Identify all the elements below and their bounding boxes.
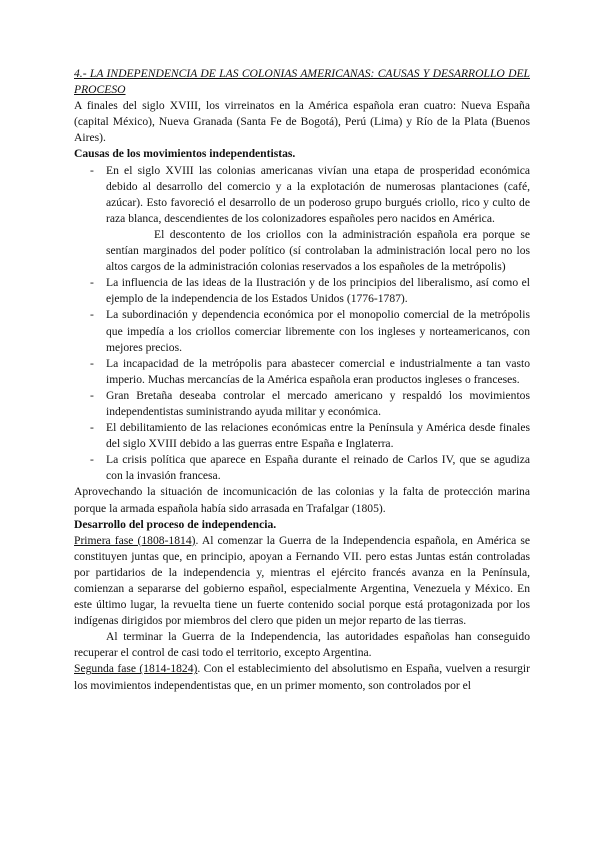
causes-list (74, 163, 530, 227)
criollos-paragraph (74, 227, 530, 275)
cause-item: - La subordinación y dependencia económica por el monopolio comercial de la metrópolis que impedía a los criollos comerciar libremente con los ingleses y norteamericanos, con mejores precios. (74, 307, 530, 355)
cause-item: - El debilitamiento de las relaciones económicas entre la Península y América desde finales del siglo XVIII debido a las guerras entre España e Inglaterra. (74, 420, 530, 452)
cause-item: - La influencia de las ideas de la Ilustración y de los principios del liberalismo, así como el ejemplo de la independencia de los Estados Unidos (1776-1787). (74, 275, 530, 307)
cause-item: - Gran Bretaña deseaba controlar el mercado americano y respaldó los movimientos independentistas suministrando ayuda militar y económica. (74, 388, 530, 420)
causes-list-continued (74, 275, 530, 484)
intro-paragraph: A finales del siglo XVIII, los virreinatos en la América española eran cuatro: Nueva España (capital México), Nueva Granada (Santa Fe de Bogotá), Perú (Lima) y Río de la Plata (Buenos Aires). (74, 99, 530, 145)
phase1-text: . Al comenzar la Guerra de la Independencia española, en América se constituyen juntas que, en principio, apoyan a Fernando VII. pero estas Juntas están controladas por partidarios de la independencia y, mientras el ejército francés avanza en la Península, comienzan a separarse del gobierno español, especialmente Argentina, Venezuela y México. En este último lugar, la revuelta tiene un fuerte contenido social porque está protagonizada por los indígenas dirigidos por miembros del clero que piden un mejor reparto de las tierras. (74, 533, 531, 628)
document-page (74, 66, 530, 694)
causes-heading: Causas de los movimientos independentistas. (74, 147, 296, 161)
aprovechando-paragraph: Aprovechando la situación de incomunicación de las colonias y la falta de protección marina porque la armada española había sido arrasada en Trafalgar (1805). (74, 485, 530, 515)
phase1-label: Primera fase (1808-1814) (74, 533, 196, 547)
criollos-text: El descontento de los criollos con la administración española era porque se sentían marginados del poder político (sí controlaban la administración local pero no los altos cargos de la administración colonias reservados a los españoles de la metrópolis) (106, 227, 530, 274)
phase1-paragraph (74, 533, 530, 630)
document-title: 4.- LA INDEPENDENCIA DE LAS COLONIAS AMERICANAS: CAUSAS Y DESARROLLO DEL PROCESO (74, 67, 530, 97)
phase1-end-paragraph: Al terminar la Guerra de la Independencia, las autoridades españolas han conseguido recuperar el control de casi todo el territorio, excepto Argentina. (74, 630, 530, 660)
phase2-label: Segunda fase (1814-1824) (74, 662, 198, 676)
development-heading: Desarrollo del proceso de independencia. (74, 517, 277, 531)
phase2-text: . Con el establecimiento del absolutismo en España, vuelven a resurgir los movimientos independentistas que, en un primer momento, son controlados por el (74, 662, 530, 692)
cause-item: - La crisis política que aparece en España durante el reinado de Carlos IV, que se agudiza con la invasión francesa. (74, 452, 530, 484)
phase2-paragraph (74, 661, 530, 693)
cause-item: - En el siglo XVIII las colonias americanas vivían una etapa de prosperidad económica debido al desarrollo del comercio y a la explotación de numerosas plantaciones (café, azúcar). Esto favoreció el desarrollo de un poderoso grupo burgués criollo, rico y culto de raza blanca, descendientes de los colonizadores españoles pero nacidos en América. (74, 163, 530, 227)
cause-item: - La incapacidad de la metrópolis para abastecer comercial e industrialmente a tan vasto imperio. Muchas mercancías de la América española eran productos ingleses o franceses. (74, 356, 530, 388)
